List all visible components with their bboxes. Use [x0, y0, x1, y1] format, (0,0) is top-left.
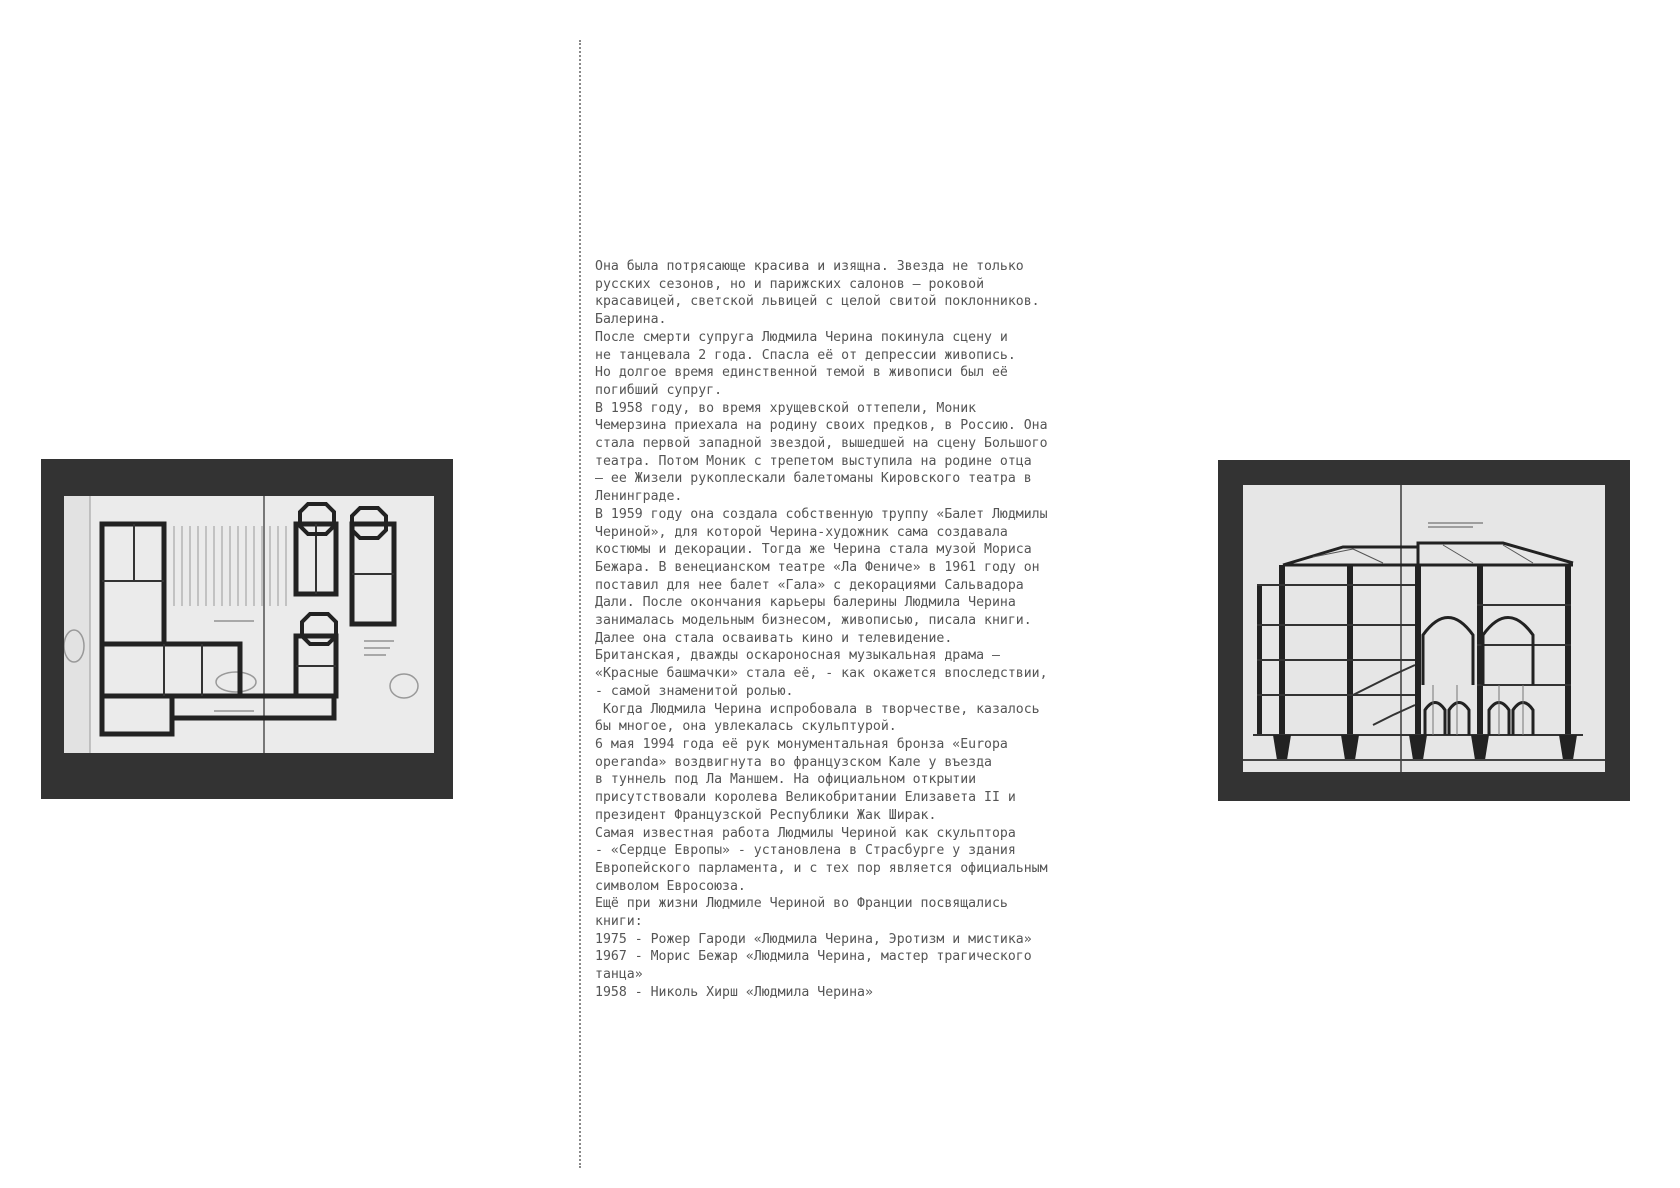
dotted-divider	[579, 40, 581, 1168]
article-line: Ленинграде.	[595, 489, 683, 505]
article-line: 1967 - Морис Бежар «Людмила Черина, мастер трагического	[595, 949, 1032, 965]
article-line: Чемерзина приехала на родину своих предков, в Россию. Она	[595, 418, 1048, 434]
article-line: костюмы и декорации. Тогда же Черина стала музой Мориса	[595, 542, 1032, 558]
article-line: театра. Потом Моник с трепетом выступила на родине отца	[595, 453, 1032, 469]
article-line: присутствовали королева Великобритании Елизавета II и	[595, 790, 1016, 806]
article-line: Бежара. В венецианском театре «Ла Фениче» в 1961 году он	[595, 559, 1040, 575]
article-line: танца»	[595, 967, 643, 983]
article-line: Ещё при жизни Людмиле Чериной во Франции посвящались	[595, 896, 1008, 912]
article-line: - самой знаменитой ролью.	[595, 683, 794, 699]
building-section-image	[1218, 460, 1630, 801]
article-line: После смерти супруга Людмила Черина покинула сцену и	[595, 329, 1008, 345]
article-line: Дали. После окончания карьеры балерины Людмила Черина	[595, 595, 1016, 611]
article-line: 1958 - Николь Хирш «Людмила Черина»	[595, 984, 873, 1000]
article-line: Она была потрясающе красива и изящна. Звезда не только	[595, 259, 1024, 274]
article-line: 1975 - Рожер Гароди «Людмила Черина, Эротизм и мистика»	[595, 931, 1032, 947]
article-line: бы многое, она увлекалась скульптурой.	[595, 719, 897, 735]
article-line: русских сезонов, но и парижских салонов — роковой	[595, 276, 985, 292]
article-line: «Красные башмачки» стала её, - как окажется впоследствии,	[595, 666, 1048, 682]
article-line: Чериной», для которой Черина-художник сама создавала	[595, 524, 1008, 540]
floor-plan-svg	[64, 496, 434, 753]
article-line: погибший супруг.	[595, 382, 723, 398]
article-line: Европейского парламента, и с тех пор является официальным	[595, 860, 1048, 876]
article-line: Балерина.	[595, 312, 667, 328]
article-line: занималась модельным бизнесом, живописью, писала книги.	[595, 613, 1032, 629]
article-line: - «Сердце Европы» - установлена в Страсбурге у здания	[595, 843, 1016, 859]
building-section-svg	[1243, 485, 1605, 772]
article-line: не танцевала 2 года. Спасла её от депрессии живопись.	[595, 347, 1016, 363]
article-line: operanda» воздвигнута во французском Кале у въезда	[595, 754, 992, 770]
article-line: поставил для нее балет «Гала» с декорациями Сальвадора	[595, 577, 1024, 593]
article-line: президент Французской Республики Жак Ширак.	[595, 807, 937, 823]
article-line: книги:	[595, 914, 643, 930]
article-line: стала первой западной звездой, вышедшей на сцену Большого	[595, 436, 1048, 452]
article-line: Когда Людмила Черина испробовала в творчестве, казалось	[595, 701, 1040, 717]
article-line: — ее Жизели рукоплескали балетоманы Кировского театра в	[595, 471, 1032, 487]
article-line: символом Евросоюза.	[595, 878, 746, 894]
floor-plan-drawing	[64, 496, 434, 753]
article-text	[595, 258, 1135, 1002]
article-line: Но долгое время единственной темой в живописи был её	[595, 365, 1008, 381]
article-line: В 1958 году, во время хрущевской оттепели, Моник	[595, 400, 977, 416]
article-line: красавицей, светской львицей с целой свитой поклонников.	[595, 294, 1040, 310]
floor-plan-image	[41, 459, 453, 799]
article-line: Британская, дважды оскароносная музыкальная драма —	[595, 648, 1000, 664]
article-line: Далее она стала осваивать кино и телевидение.	[595, 630, 953, 646]
article-line: в туннель под Ла Маншем. На официальном открытии	[595, 772, 977, 788]
article-line: В 1959 году она создала собственную труппу «Балет Людмилы	[595, 506, 1048, 522]
building-section-drawing	[1243, 485, 1605, 772]
article-line: 6 мая 1994 года её рук монументальная бронза «Europa	[595, 736, 1008, 752]
article-line: Самая известная работа Людмилы Чериной как скульптора	[595, 825, 1016, 841]
